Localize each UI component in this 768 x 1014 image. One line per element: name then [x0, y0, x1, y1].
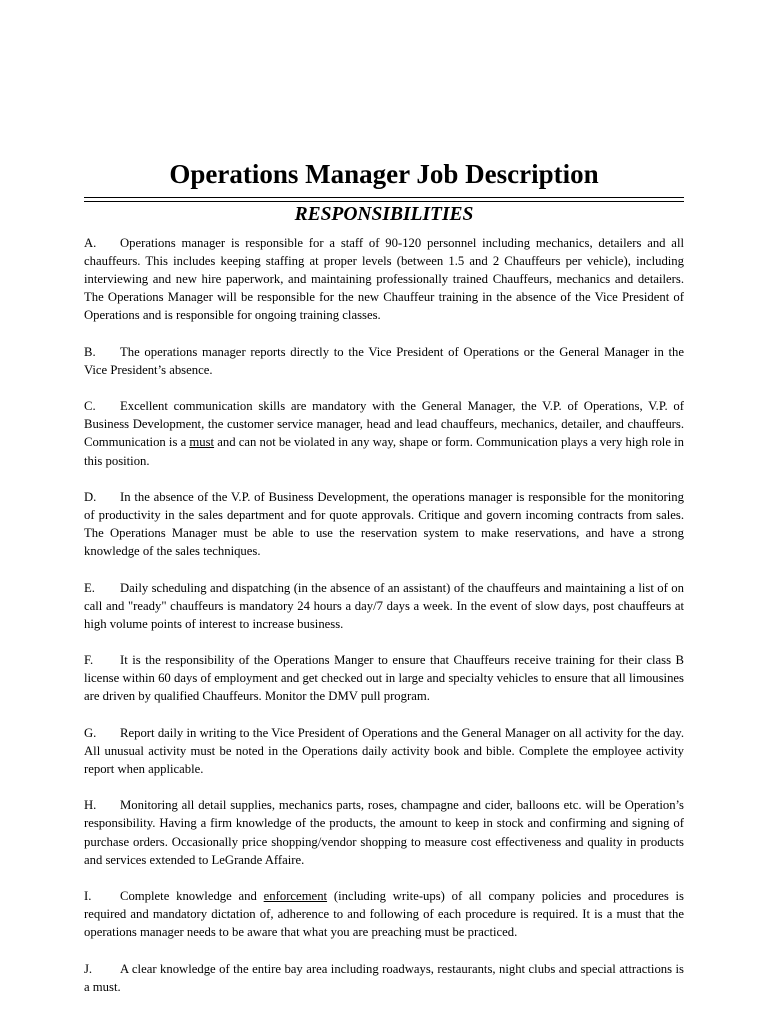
responsibility-item-h: [84, 796, 684, 868]
item-text: It is the responsibility of the Operations Manger to ensure that Chauffeurs receive training for their class B license within 60 days of employment and get checked out in large and specialty vehicles to ensure that all limousines are driven by qualified Chauffeurs. Monitor the DMV pull program.: [84, 653, 684, 704]
item-letter: H.: [84, 798, 97, 813]
item-letter: C.: [84, 399, 96, 414]
item-text: Monitoring all detail supplies, mechanics parts, roses, champagne and cider, balloons etc. will be Operation’s responsibility. Having a firm knowledge of the products, the amount to keep in stock and confirming and signing of purchase orders. Occasionally price shopping/vendor shopping to measure cost effectiveness and quality in products and services extended to LeGrande Affaire.: [84, 798, 684, 867]
item-letter: G.: [84, 725, 97, 740]
item-text-continued: and can not be violated in any way, shape or form. Communication plays a very high role in this position.: [84, 435, 684, 468]
document-title: Operations Manager Job Description: [169, 159, 599, 189]
responsibility-item-e: [84, 579, 684, 633]
responsibility-item-i: [84, 887, 684, 941]
item-text: Operations manager is responsible for a staff of 90-120 personnel including mechanics, detailers and all chauffeurs. This includes keeping staffing at proper levels (between 1.5 and 2 Chauffeurs per vehicle), including interviewing and new hire paperwork, and maintaining professionally trained Chauffeurs, mechanics and detailers. The Operations Manager will be responsible for the new Chauffeur training in the absence of the Vice President of Operations and is responsible for ongoing training classes.: [84, 236, 684, 323]
item-text: Complete knowledge and: [120, 889, 264, 903]
item-text: Excellent communication skills are mandatory with the General Manager, the V.P. of Operations, V.P. of Business Development, the customer service manager, head and lead chauffeurs, mechanics, detailer, and chauffeurs. Communication is a: [84, 399, 684, 450]
item-letter: B.: [84, 344, 96, 359]
item-letter: D.: [84, 489, 97, 504]
item-text: A clear knowledge of the entire bay area including roadways, restaurants, night clubs and special attractions is a must.: [84, 961, 684, 994]
item-letter: F.: [84, 653, 94, 668]
responsibility-item-a: [84, 234, 684, 324]
item-letter: E.: [84, 580, 95, 595]
title-divider: [84, 197, 684, 202]
responsibilities-list: [84, 234, 684, 1014]
section-heading: RESPONSIBILITIES: [294, 204, 474, 225]
item-text-continued: (including write-ups) of all company policies and procedures is required and mandatory dictation of, adherence to and following of each procedure is required. It is a must that the operations manager needs to be aware that what you are preaching must be practiced.: [84, 889, 684, 940]
item-letter: A.: [84, 236, 97, 250]
item-text: Daily scheduling and dispatching (in the absence of an assistant) of the chauffeurs and maintaining a list of on call and "ready" chauffeurs is mandatory 24 hours a day/7 days a week. In the event of slow days, post chauffeurs at high volume points of interest to increase business.: [84, 580, 684, 631]
item-text: In the absence of the V.P. of Business Development, the operations manager is responsible for the monitoring of productivity in the sales department and for quote approvals. Critique and govern incoming contracts from sales. The Operations Manager must be able to use the reservation system to make reservations, and have a strong knowledge of the sales techniques.: [84, 489, 684, 559]
item-text: The operations manager reports directly to the Vice President of Operations or the General Manager in the Vice President’s absence.: [84, 344, 684, 377]
responsibility-item-j: [84, 960, 684, 996]
responsibility-item-g: [84, 724, 684, 778]
item-underlined-word: must: [189, 435, 215, 450]
item-text: Report daily in writing to the Vice President of Operations and the General Manager on all activity for the day. All unusual activity must be noted in the Operations daily activity book and bible. Complete the employee activity report when applicable.: [84, 725, 684, 776]
item-letter: J.: [84, 961, 93, 976]
responsibility-item-b: [84, 343, 684, 379]
responsibility-item-c: [84, 397, 684, 469]
item-letter: I.: [84, 889, 92, 903]
responsibility-item-d: [84, 488, 684, 560]
responsibility-item-f: [84, 651, 684, 705]
item-underlined-word: enforcement: [263, 889, 328, 903]
